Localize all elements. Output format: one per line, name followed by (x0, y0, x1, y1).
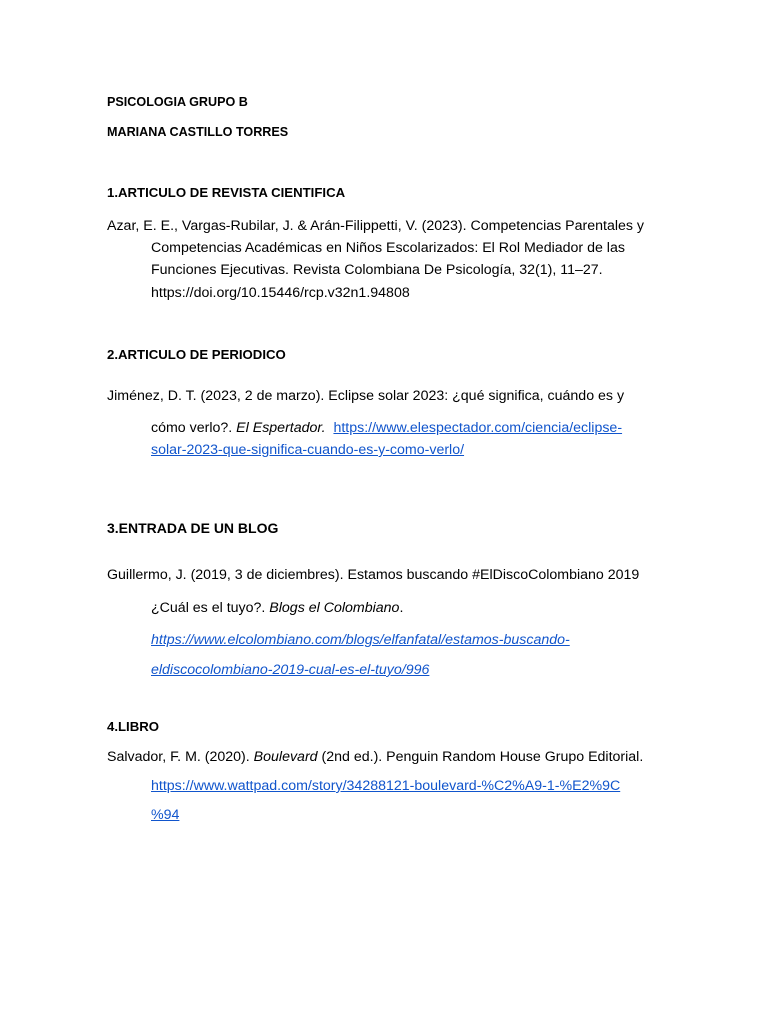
source-title: Blogs el Colombiano (269, 600, 400, 616)
reference-text: ¿Cuál es el tuyo?. (151, 600, 270, 616)
reference-text: cómo verlo?. (151, 420, 237, 436)
reference-link-continuation[interactable]: eldiscocolombiano-2019-cual-es-el-tuyo/996 (151, 662, 430, 678)
reference-line (151, 440, 464, 460)
book-title: Boulevard (253, 749, 318, 765)
reference-line (151, 660, 429, 680)
source-title: El Espertador. (236, 420, 326, 436)
section-heading-newspaper-article: 2.ARTICULO DE PERIODICO (107, 347, 286, 362)
reference-link-continuation[interactable]: solar-2023-que-significa-cuando-es-y-como-verlo/ (151, 442, 465, 458)
reference-line: Guillermo, J. (2019, 3 de diciembres). Estamos buscando #ElDiscoColombiano 2019 (107, 567, 640, 583)
author-name: MARIANA CASTILLO TORRES (107, 125, 289, 139)
reference-link[interactable]: https://www.elcolombiano.com/blogs/elfanfatal/estamos-buscando- (151, 632, 570, 648)
reference-text: Salvador, F. M. (2020). (107, 749, 254, 765)
group-heading: PSICOLOGIA GRUPO B (107, 95, 248, 109)
reference-line (151, 418, 622, 438)
reference-text: . (399, 600, 404, 616)
reference-line: Competencias Académicas en Niños Escolarizados: El Rol Mediador de las (151, 240, 625, 256)
reference-line: Jiménez, D. T. (2023, 2 de marzo). Eclipse solar 2023: ¿qué significa, cuándo es y (107, 388, 625, 404)
reference-line (151, 776, 620, 796)
section-heading-journal-article: 1.ARTICULO DE REVISTA CIENTIFICA (107, 185, 346, 200)
reference-line: Funciones Ejecutivas. Revista Colombiana De Psicología, 32(1), 11–27. (151, 262, 603, 278)
reference-line (151, 598, 403, 618)
reference-doi: https://doi.org/10.15446/rcp.v32n1.94808 (151, 285, 410, 301)
reference-text: (2nd ed.). Penguin Random House Grupo Editorial. (317, 749, 644, 765)
reference-link[interactable]: https://www.wattpad.com/story/34288121-boulevard-%C2%A9-1-%E2%9C (151, 778, 621, 794)
reference-line (107, 747, 643, 767)
reference-line (151, 630, 570, 650)
reference-link[interactable]: https://www.elespectador.com/ciencia/eclipse- (333, 420, 623, 436)
section-heading-book: 4.LIBRO (107, 719, 160, 734)
reference-line (151, 805, 179, 825)
reference-link-continuation[interactable]: %94 (151, 807, 180, 823)
section-heading-blog-entry: 3.ENTRADA DE UN BLOG (107, 520, 279, 536)
reference-line: Azar, E. E., Vargas-Rubilar, J. & Arán-Filippetti, V. (2023). Competencias Parentales y (107, 218, 645, 234)
